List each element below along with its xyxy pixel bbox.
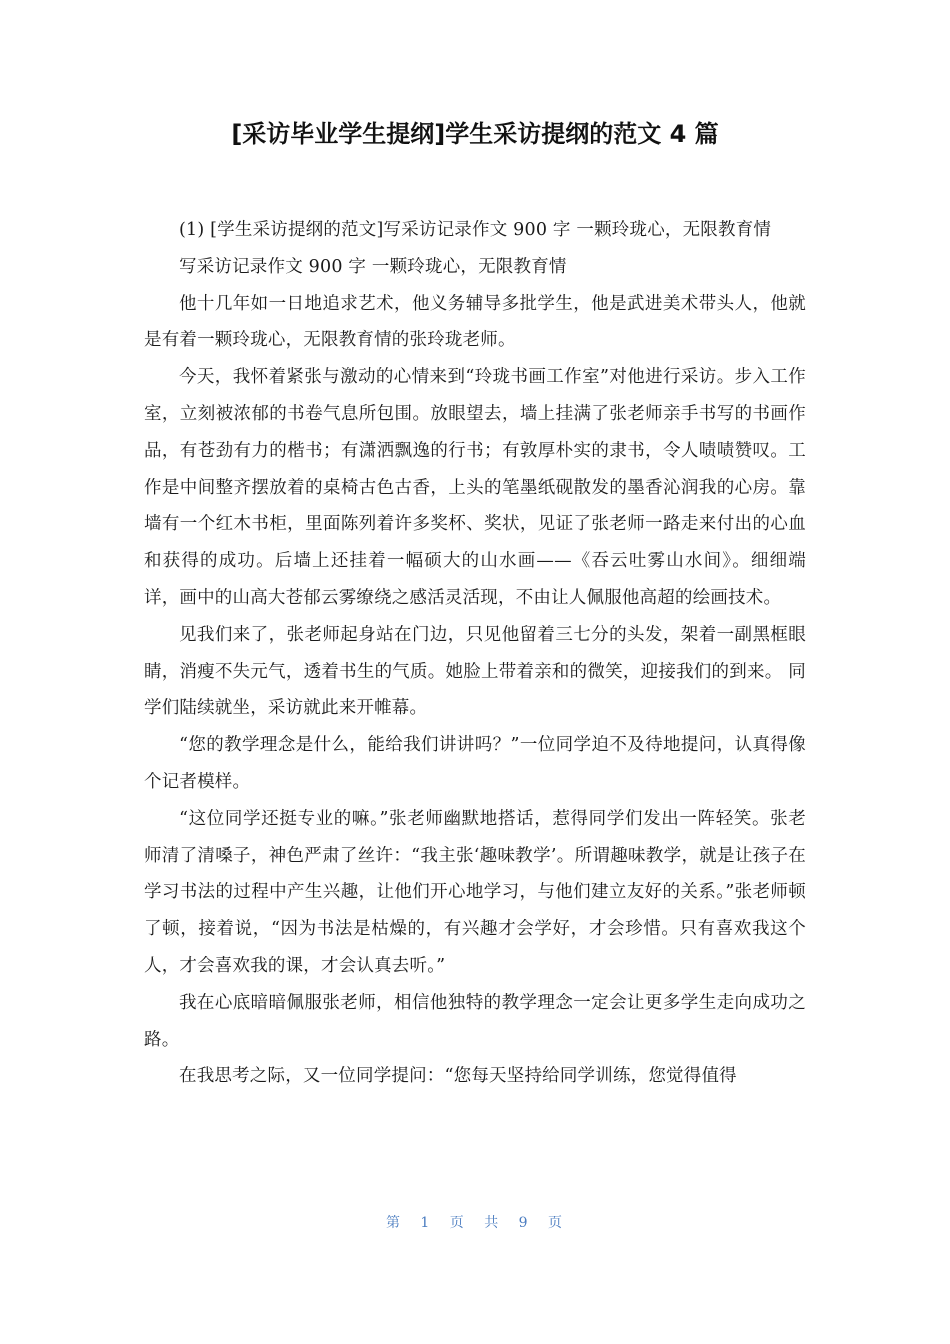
paragraph-6: “您的教学理念是什么，能给我们讲讲吗？”一位同学迫不及待地提问，认真得像个记者模样。	[144, 735, 806, 792]
document-body	[144, 212, 806, 1095]
paragraph-1: (1) [学生采访提纲的范文]写采访记录作文 900 字 一颗玲珑心，无限教育情	[179, 220, 772, 240]
paragraph-4: 今天，我怀着紧张与激动的心情来到“玲珑书画工作室”对他进行采访。步入工作室，立刻被浓郁的书卷气息所包围。放眼望去，墙上挂满了张老师亲手书写的书画作品，有苍劲有力的楷书；有潇洒飘逸的行书；有敦厚朴实的隶书，令人啧啧赞叹。工作是中间整齐摆放着的桌椅古色古香，上头的笔墨纸砚散发的墨香沁润我的心房。靠墙有一个红木书柜，里面陈列着许多奖杯、奖状，见证了张老师一路走来付出的心血和获得的成功。后墙上还挂着一幅硕大的山水画——《吞云吐雾山水间》。细细端详，画中的山高大苍郁云雾缭绕之感活灵活现，不由让人佩服他高超的绘画技术。	[144, 367, 806, 608]
paragraph-5: 见我们来了，张老师起身站在门边，只见他留着三七分的头发，架着一副黑框眼睛，消瘦不失元气，透着书生的气质。她脸上带着亲和的微笑，迎接我们的到来。 同学们陆续就坐，采访就此来开帷幕。	[144, 624, 806, 719]
paragraph-3: 他十几年如一日地追求艺术，他义务辅导多批学生，他是武进美术带头人，他就是有着一颗玲珑心，无限教育情的张玲珑老师。	[144, 293, 806, 351]
document-title: [采访毕业学生提纲]学生采访提纲的范文 4 篇	[231, 120, 719, 148]
paragraph-9: 在我思考之际，又一位同学提问：“您每天坚持给同学训练，您觉得值得	[179, 1066, 737, 1087]
paragraph-8: 我在心底暗暗佩服张老师，相信他独特的教学理念一定会让更多学生走向成功之路。	[144, 992, 806, 1050]
paragraph-7: “这位同学还挺专业的嘛。”张老师幽默地搭话，惹得同学们发出一阵轻笑。张老师清了清嗓子，神色严肃了丝许：“我主张‘趣味教学’。所谓趣味教学，就是让孩子在学习书法的过程中产生兴趣，让他们开心地学习，与他们建立友好的关系。”张老师顿了顿，接着说，“因为书法是枯燥的，有兴趣才会学好，才会珍惜。只有喜欢我这个人，才会喜欢我的课，才会认真去听。”	[144, 808, 806, 976]
paragraph-2: 写采访记录作文 900 字 一颗玲珑心，无限教育情	[179, 256, 567, 277]
page-number-footer: 第 1 页 共 9 页	[385, 1215, 565, 1231]
